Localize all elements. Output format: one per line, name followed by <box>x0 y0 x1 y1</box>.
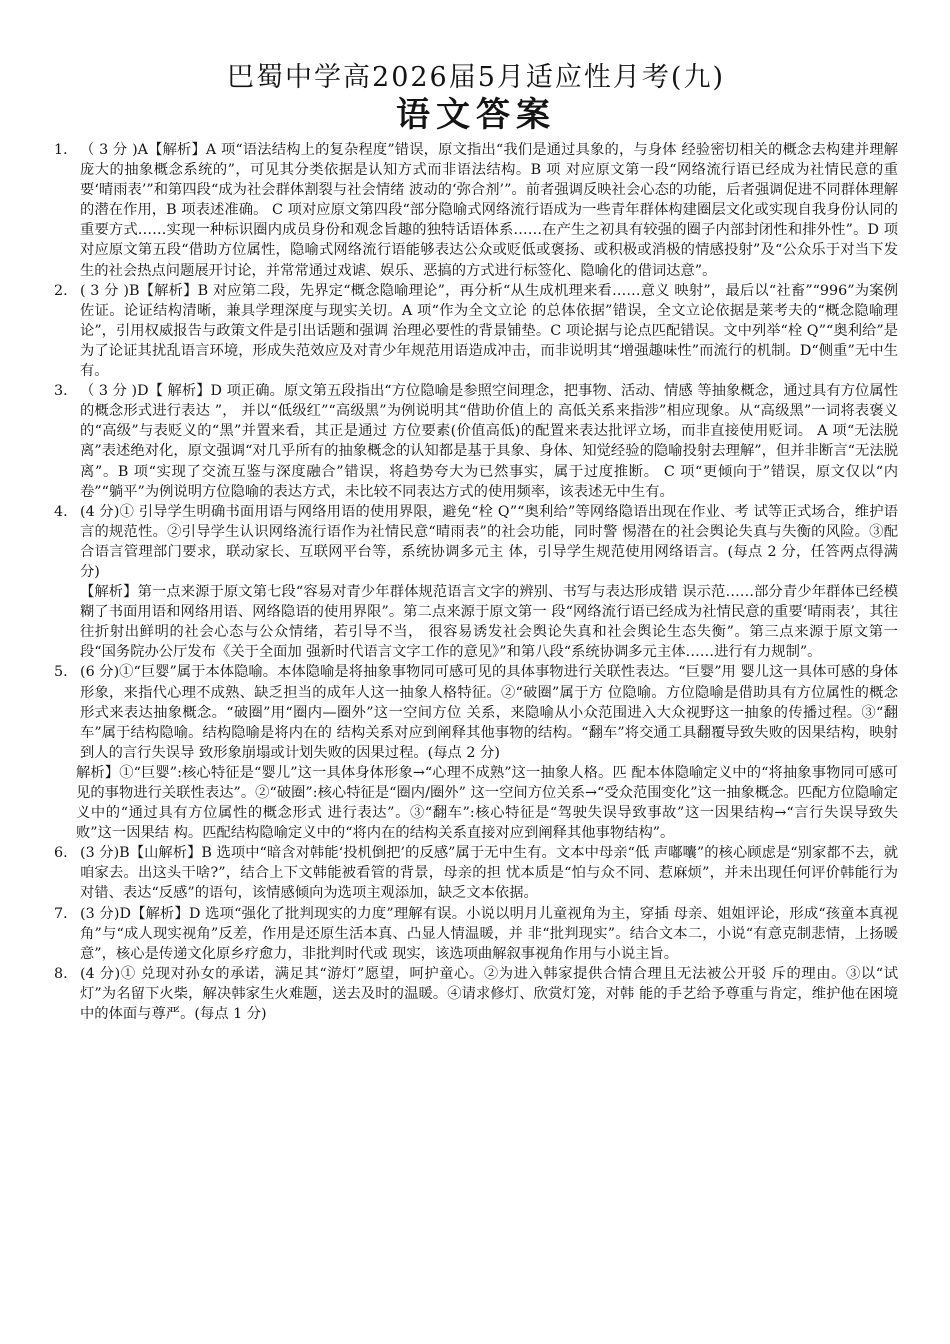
answer-text: ( 3 分 )B【解析】B 对应第二段，先界定“概念隐喻理论”，再分析“从生成机理来看……意义 映射”，最后以“社畜”“996”为案例佐证。论证结构清晰，兼具学理深度与现实关切。A 项“作为全文立论 的总体依据”错误，全文立论依据是莱考夫的“概念隐喻理论”，引用权威报告与政策文件是引出话题和强调 治理必要性的背景铺垫。C 项论据与论点匹配错误。文中列举“栓 Q”“奥利给”是为了论证其扰乱语言环境，形成失范效应及对青少年规范用语造成冲击，而非说明其“增强趣味性”而流行的机制。D“侧重”无中生有。 <box>80 282 898 380</box>
answer-analysis-4: 【解析】第一点来源于原文第七段“容易对青少年群体规范语言文字的辨别、书写与表达形成错 误示范……部分青少年群体已经模糊了书面用语和网络用语、网络隐语的使用界限”。第二点来源于原文第一 段“网络流行语已经成为社情民意的重要‘晴雨表’，其往往折射出鲜明的社会心态与公众情绪，若引导不当， 很容易诱发社会舆论失真和社会舆论生态失衡”。第三点来源于原文第一段“国务院办公厅发布《关于全面加 强新时代语言文字工作的意见》”和第八段“系统协调多元主体……进行有力规制”。 <box>80 584 898 661</box>
answer-text: (6 分)①“巨婴”属于本体隐喻。本体隐喻是将抽象事物同可感可见的具体事物进行关联性表达。“巨婴”用 婴儿这一具体可感的身体形象，来指代心理不成熟、缺乏担当的成年人这一抽象人格特征。②“破圈”属于方 位隐喻。方位隐喻是借助具有方位属性的概念形式来表达抽象概念。“破圈”用“圈内—圈外”这一空间方位 关系，来隐喻从小众范围进入大众视野这一抽象的传播过程。③“翻车”属于结构隐喻。结构隐喻是将内在的 结构关系对应到阐释其他事物的结构。“翻车”将交通工具翻覆导致失败的因果结构，映射到人的言行失误导 致形象崩塌或计划失败的因果过程。(每点 2 分) <box>80 664 898 761</box>
answer-item-1 <box>54 140 898 281</box>
answer-item-2 <box>54 281 898 381</box>
question-number: 2. <box>54 282 68 299</box>
answer-analysis-5: 解析】①“巨婴”:核心特征是“婴儿”这一具体身体形象→“心理不成熟”这一抽象人格。匹 配本体隐喻定义中的“将抽象事物同可感可见的事物进行关联性表达”。②“破圈”:核心特征是“圈内/圈外” 这一空间方位关系→“受众范围变化”这一抽象概念。匹配方位隐喻定义中的“通过具有方位属性的概念形式 进行表达”。③“翻车”:核心特征是“驾驶失误导致事故”这一因果结构→“言行失误导致失败”这一因果结 构。匹配结构隐喻定义中的“将内在的结构关系直接对应到阐释其他事物结构”。 <box>76 764 898 842</box>
question-number: 5. <box>54 664 68 681</box>
answer-text: （ 3 分 )A【解析】A 项“语法结构上的复杂程度”错误，原文指出“我们是通过具象的，与身体 经验密切相关的概念去构建并理解庞大的抽象概念系统的”，可见其分类依据是认知方式而非语法结构。B 项 对应原文第一段“网络流行语已经成为社情民意的重要‘晴雨表’”和第四段“成为社会群体割裂与社会情绪 波动的‘弥合剂’”。前者强调反映社会心态的功能，后者强调促进不同群体理解的潜在作用，B 项表述准确。 C 项对应原文第四段“部分隐喻式网络流行语成为一些青年群体构建圈层文化或实现自我身份认同的重要方式……实现一种标识圈内成员身份和观念旨趣的独特话语体系……在产生之初具有较强的圈子内部封闭性和排外性”。D 项对应原文第五段“借助方位属性，隐喻式网络流行语能够表达公众或贬低或褒扬、或积极或消极的情感投射”及“公众乐于对当下发生的社会热点问题展开讨论，并常常通过戏谑、娱乐、恶搞的方式进行标签化、隐喻化的借词达意”。 <box>80 142 898 279</box>
question-number: 3． <box>54 383 78 400</box>
page-title: 语文答案 <box>396 95 556 135</box>
answer-item-8 <box>54 964 898 1024</box>
answer-item-5 <box>54 662 898 762</box>
question-number: 4. <box>54 503 68 520</box>
answer-text: (4 分)① 兑现对孙女的承诺，满足其“游灯”愿望，呵护童心。②为进入韩家提供合情合理且无法被公开驳 斥的理由。③以“试灯”为名留下火柴，解决韩家生火难题，送去及时的温暖。④请求修灯、欣赏灯笼，对韩 能的手艺给予尊重与肯定，维护他在困境中的体面与尊严。(每点 1 分) <box>80 965 898 1023</box>
answer-text: （ 3 分 )D【 解析】D 项正确。原文第五段指出“方位隐喻是参照空间理念，把事物、活动、情感 等抽象概念，通过具有方位属性的概念形式进行表达 ”， 并以“低级红”“高级黑”为例说明其“借助价值上的 高低关系来指涉”相应现象。从“高级黑”一词将表褒义的“高级”与表贬义的“黑”并置来看，其正是通过 方位要素(价值高低)的配置来表达批评立场，而非直接使用贬词。 A 项“无法脱离”表述绝对化，原文强调“对几乎所有的抽象概念的认知都是基于具象、身体、知觉经验的隐喻投射去理解”，但并非断言“无法脱离”。B 项“实现了交流互鉴与深度融合”错误，将趋势夸大为已然事实，属于过度推断。 C 项“更倾向于”错误，原文仅以“内卷”“躺平”为例说明方位隐喻的表达方式，未比较不同表达方式的使用频率，该表述无中生有。 <box>80 383 898 500</box>
question-number: 7． <box>54 905 78 922</box>
question-number: 6． <box>54 845 78 862</box>
answers-body <box>54 140 898 1024</box>
answer-text: (4 分)① 引导学生明确书面用语与网络用语的使用界限，避免“栓 Q”“奥利给”等网络隐语出现在作业、考 试等正式场合，维护语言的规范性。②引导学生认识网络流行语作为社情民意“晴雨表”的社会功能，同时警 惕潜在的社会舆论失真与失衡的风险。③配合语言管理部门要求，联动家长、互联网平台等，系统协调多元主 体，引导学生规范使用网络语言。(每点 2 分，任答两点得满分) <box>80 503 898 580</box>
answer-text: (3 分)B【山解析】B 选项中“暗含对韩能‘投机倒把’的反感”属于无中生有。文本中母亲“低 声嘟囔”的核心顾虑是“别家都不去，就咱家去。出这头干啥?”，结合上下文韩能被看管的背景，母亲的担 忧本质是“怕与众不同、惹麻烦”，并未出现任何评价韩能行为对错、表达“反感”的语句，该情感倾向为选项主观添加，缺乏文本依据。 <box>80 845 898 902</box>
school-exam-header: 巴蜀中学高2026届5月适应性月考(九) <box>227 62 725 93</box>
answer-text: (3 分)D【解析】D 选项“强化了批判现实的力度”理解有误。小说以明月儿童视角为主，穿插 母亲、姐姐评论，形成“孩童本真视角”与“成人现实视角”反差，作用是还原生活本真、凸显人情温暖，并 非“批判现实”。结合文本二，小说“有意克制悲情，上扬暖意”，核心是传递文化原乡疗愈力，非批判时代或 现实，该选项曲解叙事视角作用与小说主旨。 <box>80 905 898 962</box>
answer-item-4 <box>54 502 898 582</box>
question-number: 8. <box>54 965 68 982</box>
question-number: 1． <box>54 142 78 158</box>
answer-item-6 <box>54 843 898 903</box>
answer-item-7 <box>54 904 898 964</box>
answer-item-3 <box>54 381 898 502</box>
